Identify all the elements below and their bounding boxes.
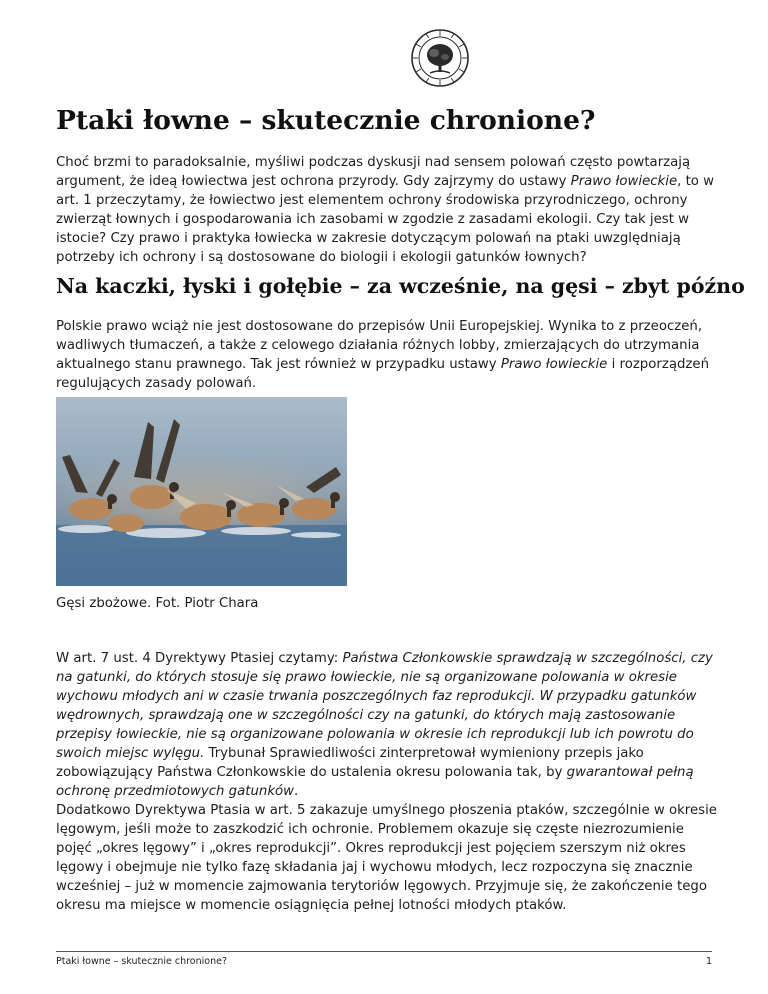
text-run: Choć brzmi to paradoksalnie, myśliwi podczas dyskusji nad sensem polowań często powtarzają argument, że ideą łowiectwa jest ochrona przyrody. Gdy zajrzymy do ustawy [56, 155, 691, 189]
organization-seal-logo [410, 28, 470, 88]
text-run: , to w art. 1 przeczytamy, że łowiectwo jest elementem ochrony środowiska przyrodniczego, ochrony zwierząt łownych i gospodarowania ich zasobami w zgodzie z zasadami ekologii. Czy tak jest w istocie? Czy prawo i praktyka łowiecka w zakresie dotyczącym polowań na ptaki uwzględniają potrzeby ich ochrony i są dostosowane do biologii i ekologii gatunków łownych? [56, 174, 715, 265]
seal-icon [410, 28, 470, 88]
intro-paragraph [56, 153, 718, 267]
text-run: W art. 7 ust. 4 Dyrektywy Ptasiej czytamy: [56, 651, 343, 666]
text-run: . [294, 784, 299, 799]
geese-photo [56, 397, 347, 586]
paragraph-law-adjustment [56, 317, 718, 393]
paragraph-birds-directive-art5 [56, 801, 718, 915]
italic-text: Prawo łowieckie [570, 174, 678, 189]
footer-page-number: 1 [705, 956, 712, 967]
footer-title: Ptaki łowne – skutecznie chronione? [56, 956, 227, 967]
text-run: Dodatkowo Dyrektywa Ptasia w art. 5 zakazuje umyślnego płoszenia ptaków, szczególnie w okresie lęgowym, jeśli może to zaszkodzić ich ochronie. Problemem okazuje się częste niezrozumienie pojęć „okres lęgowy” i „okres reprodukcji”. Okres reprodukcji jest pojęciem szerszym niż okres lęgowy i obejmuje nie tylko fazę składania jaj i wychowu młodych, lecz rozpoczyna się znacznie wcześniej – już w momencie zajmowania terytoriów lęgowych. Przyjmuje się, że zakończenie tego okresu ma miejsce w momencie osiągnięcia pełnej lotności młodych ptaków. [56, 803, 717, 913]
footer-divider [56, 951, 712, 952]
italic-text: Prawo łowieckie [500, 357, 608, 372]
section-heading: Na kaczki, łyski i gołębie – za wcześnie, na gęsi – zbyt późno [56, 274, 745, 298]
text-run: Trybunał Sprawiedliwości zinterpretował wymieniony przepis jako zobowiązujący Państwa Członkowskie do ustalenia okresu polowania tak, by [56, 746, 644, 780]
page-title: Ptaki łowne – skutecznie chronione? [56, 105, 596, 136]
italic-text: Państwa Członkowskie sprawdzają w szczególności, czy na gatunki, do których stosuje się prawo łowieckie, nie są organizowane polowania w okresie wychowu młodych ani w czasie trwania poszczególnych faz reprodukcji. W przypadku gatunków wędrownych, sprawdzają one w szczególności czy na gatunki, do których mają zastosowanie przepisy łowieckie, nie są organizowane polowania w okresie ich reprodukcji lub ich powrotu do swoich miejsc wylęgu. [56, 651, 713, 761]
italic-text: gwarantował pełną ochronę przedmiotowych gatunków [56, 765, 694, 799]
paragraph-birds-directive-art7 [56, 649, 718, 801]
text-run: Polskie prawo wciąż nie jest dostosowane do przepisów Unii Europejskiej. Wynika to z przeoczeń, wadliwych tłumaczeń, a także z celowego działania różnych lobby, zmierzających do utrzymania aktualnego stanu prawnego. Tak jest również w przypadku ustawy [56, 319, 703, 372]
photo-caption: Gęsi zbożowe. Fot. Piotr Chara [56, 596, 259, 611]
text-run: i rozporządzeń regulujących zasady polowań. [56, 357, 710, 391]
